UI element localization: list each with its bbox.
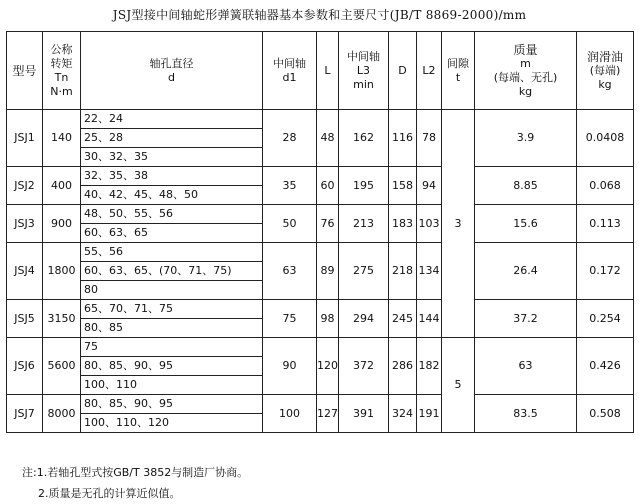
note-2: 2.质量是无孔的计算近似值。	[38, 487, 181, 500]
D-cell: 324	[389, 395, 417, 433]
torque-cell: 400	[43, 167, 81, 205]
D-cell: 183	[389, 205, 417, 243]
gap-cell: 5	[442, 338, 475, 433]
oil-cell: 0.0408	[577, 110, 634, 167]
d1-cell: 75	[263, 300, 317, 338]
d1-cell: 35	[263, 167, 317, 205]
table-row	[7, 110, 634, 129]
header-torque: 公称 转矩 Tn N·m	[43, 32, 81, 110]
oil-cell: 0.172	[577, 243, 634, 300]
model-cell: JSJ7	[7, 395, 43, 433]
L2-cell: 78	[417, 110, 442, 167]
header-mass: 质量 m (每端、无孔) kg	[475, 32, 577, 110]
gap-cell: 3	[442, 110, 475, 338]
torque-cell: 1800	[43, 243, 81, 300]
table-row	[7, 300, 634, 319]
torque-cell: 8000	[43, 395, 81, 433]
mass-cell: 83.5	[475, 395, 577, 433]
table-row	[7, 167, 634, 186]
bore-cell: 40、42、45、48、50	[81, 186, 263, 205]
L3-cell: 294	[339, 300, 389, 338]
bore-cell: 65、70、71、75	[81, 300, 263, 319]
header-bore: 轴孔直径 d	[81, 32, 263, 110]
mass-cell: 63	[475, 338, 577, 395]
bore-cell: 80	[81, 281, 263, 300]
L-cell: 76	[317, 205, 339, 243]
torque-cell: 140	[43, 110, 81, 167]
L3-cell: 391	[339, 395, 389, 433]
L-cell: 120	[317, 338, 339, 395]
model-cell: JSJ5	[7, 300, 43, 338]
table-row	[7, 395, 634, 414]
header-L3: 中间轴 L3 min	[339, 32, 389, 110]
bore-cell: 100、110、120	[81, 414, 263, 433]
mass-cell: 26.4	[475, 243, 577, 300]
L2-cell: 144	[417, 300, 442, 338]
header-L: L	[317, 32, 339, 110]
oil-cell: 0.426	[577, 338, 634, 395]
table-row	[7, 338, 634, 357]
L-cell: 127	[317, 395, 339, 433]
L-cell: 98	[317, 300, 339, 338]
bore-cell: 60、63、65、(70、71、75)	[81, 262, 263, 281]
mass-cell: 3.9	[475, 110, 577, 167]
model-cell: JSJ3	[7, 205, 43, 243]
bore-cell: 80、85、90、95	[81, 357, 263, 376]
D-cell: 158	[389, 167, 417, 205]
bore-cell: 80、85	[81, 319, 263, 338]
table-row	[7, 243, 634, 262]
bore-cell: 60、63、65	[81, 224, 263, 243]
d1-cell: 100	[263, 395, 317, 433]
L3-cell: 372	[339, 338, 389, 395]
header-D: D	[389, 32, 417, 110]
header-model: 型号	[7, 32, 43, 110]
D-cell: 218	[389, 243, 417, 300]
table-title: JSJ型接中间轴蛇形弹簧联轴器基本参数和主要尺寸(JB/T 8869-2000)/mm	[112, 8, 527, 22]
bore-cell: 25、28	[81, 129, 263, 148]
oil-cell: 0.508	[577, 395, 634, 433]
model-cell: JSJ6	[7, 338, 43, 395]
bore-cell: 48、50、55、56	[81, 205, 263, 224]
D-cell: 245	[389, 300, 417, 338]
table-row	[7, 205, 634, 224]
bore-cell: 22、24	[81, 110, 263, 129]
d1-cell: 63	[263, 243, 317, 300]
model-cell: JSJ4	[7, 243, 43, 300]
header-L2: L2	[417, 32, 442, 110]
bore-cell: 100、110	[81, 376, 263, 395]
D-cell: 286	[389, 338, 417, 395]
model-cell: JSJ2	[7, 167, 43, 205]
spec-table	[6, 31, 634, 433]
bore-cell: 30、32、35	[81, 148, 263, 167]
L2-cell: 94	[417, 167, 442, 205]
L3-cell: 275	[339, 243, 389, 300]
bore-cell: 55、56	[81, 243, 263, 262]
d1-cell: 90	[263, 338, 317, 395]
bore-cell: 80、85、90、95	[81, 395, 263, 414]
L2-cell: 182	[417, 338, 442, 395]
d1-cell: 50	[263, 205, 317, 243]
mass-cell: 8.85	[475, 167, 577, 205]
L2-cell: 134	[417, 243, 442, 300]
L3-cell: 162	[339, 110, 389, 167]
mass-cell: 15.6	[475, 205, 577, 243]
L2-cell: 103	[417, 205, 442, 243]
model-cell: JSJ1	[7, 110, 43, 167]
L3-cell: 213	[339, 205, 389, 243]
L-cell: 60	[317, 167, 339, 205]
torque-cell: 5600	[43, 338, 81, 395]
bore-cell: 75	[81, 338, 263, 357]
L3-cell: 195	[339, 167, 389, 205]
mass-cell: 37.2	[475, 300, 577, 338]
note-1: 注:1.若轴孔型式按GB/T 3852与制造厂协商。	[22, 466, 249, 479]
L2-cell: 191	[417, 395, 442, 433]
D-cell: 116	[389, 110, 417, 167]
torque-cell: 3150	[43, 300, 81, 338]
oil-cell: 0.068	[577, 167, 634, 205]
oil-cell: 0.254	[577, 300, 634, 338]
torque-cell: 900	[43, 205, 81, 243]
L-cell: 48	[317, 110, 339, 167]
bore-cell: 32、35、38	[81, 167, 263, 186]
header-row	[7, 32, 634, 110]
header-gap: 间隙 t	[442, 32, 475, 110]
notes	[22, 462, 248, 504]
header-oil: 润滑油 (每端) kg	[577, 32, 634, 110]
L-cell: 89	[317, 243, 339, 300]
oil-cell: 0.113	[577, 205, 634, 243]
header-shaft: 中间轴 d1	[263, 32, 317, 110]
d1-cell: 28	[263, 110, 317, 167]
